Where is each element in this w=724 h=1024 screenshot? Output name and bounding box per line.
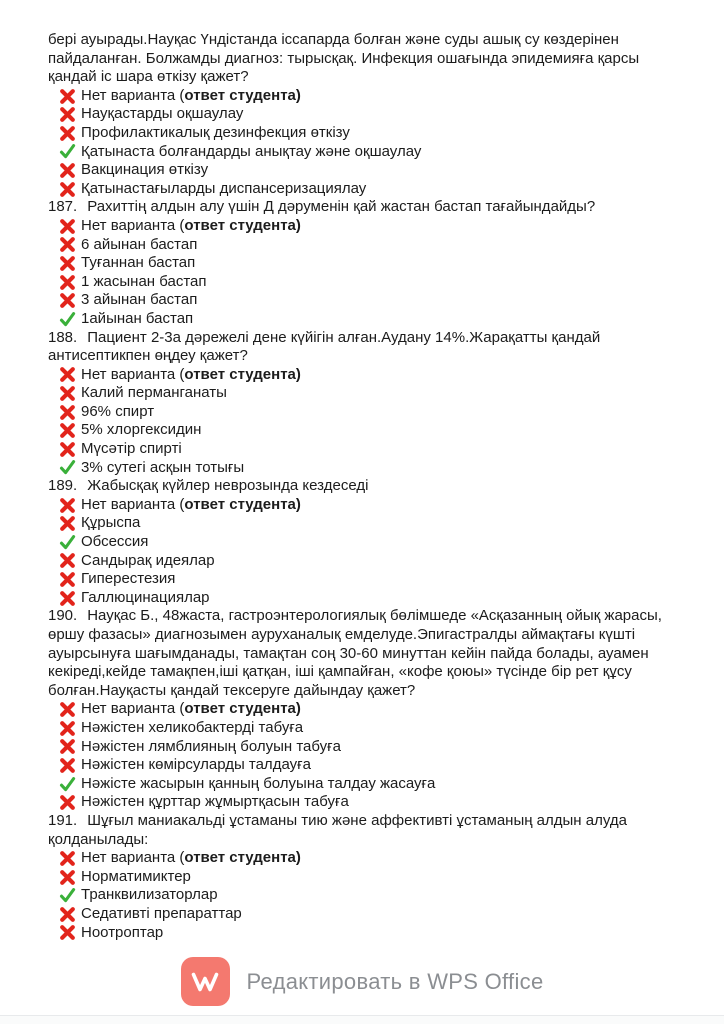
answer-option-label: Сандырақ идеялар bbox=[81, 551, 215, 569]
bottom-strip bbox=[0, 1015, 724, 1024]
red-x-icon bbox=[59, 88, 76, 105]
question-text bbox=[48, 31, 662, 87]
answer-option-label: Седативті препараттар bbox=[81, 904, 242, 922]
green-check-icon bbox=[59, 887, 76, 904]
answer-option-label: Нет варианта ( bbox=[81, 849, 185, 867]
question-number: 188. bbox=[48, 328, 78, 346]
red-x-icon bbox=[59, 720, 76, 737]
question-text bbox=[48, 329, 662, 366]
answer-option-label: Ноотроптар bbox=[81, 923, 164, 941]
answer-option-label: Нәжістен көмірсуларды талдауға bbox=[81, 756, 311, 774]
red-x-icon bbox=[59, 869, 76, 886]
answer-option-label: Нәжістен хеликобактерді табуға bbox=[81, 718, 304, 736]
answer-option bbox=[59, 291, 662, 310]
answer-option bbox=[59, 868, 662, 887]
answer-option bbox=[59, 552, 662, 571]
question-text-span: Рахиттің алдын алу үшін Д дәруменін қай жастан бастап тағайындайды? bbox=[87, 198, 596, 216]
answer-option bbox=[59, 886, 662, 905]
red-x-icon bbox=[59, 515, 76, 532]
red-x-icon bbox=[59, 794, 76, 811]
answer-option bbox=[59, 496, 662, 515]
student-answer-label: ответ студента) bbox=[184, 365, 301, 383]
answer-option-label: Құрыспа bbox=[81, 514, 141, 532]
red-x-icon bbox=[59, 385, 76, 402]
answer-option bbox=[59, 421, 662, 440]
wps-w-icon bbox=[181, 957, 230, 1006]
student-answer-label: ответ студента) bbox=[184, 495, 301, 513]
answer-option bbox=[59, 161, 662, 180]
answer-option bbox=[59, 440, 662, 459]
student-answer-label: ответ студента) bbox=[184, 216, 301, 234]
answer-option-label: Нәжісте жасырын қанның болуына талдау жасауға bbox=[81, 774, 436, 792]
answer-option-label: Нет варианта ( bbox=[81, 700, 185, 718]
answer-option bbox=[59, 570, 662, 589]
question-text-span: Пациент 2-3а дәрежелі дене күйігін алған.Аудану 14%.Жарақатты қандай антисептикпен өңдеу қажет? bbox=[48, 328, 601, 365]
question-text-span: бері ауырады.Науқас Үндістанда іссапарда болған және суды ашық су көздерінен пайдаланған. Болжамды диагноз: тырысқақ. Инфекция ошағында эпидемияға қарсы қандай іс шара өткізу қажет? bbox=[48, 31, 640, 86]
question-text bbox=[48, 477, 662, 496]
answer-option bbox=[59, 924, 662, 943]
answer-option-label: Нет варианта ( bbox=[81, 216, 185, 234]
red-x-icon bbox=[59, 255, 76, 272]
question-number: 189. bbox=[48, 477, 78, 495]
red-x-icon bbox=[59, 906, 76, 923]
red-x-icon bbox=[59, 181, 76, 198]
answer-option bbox=[59, 849, 662, 868]
answer-option bbox=[59, 124, 662, 143]
answer-option-label: Норматимиктер bbox=[81, 867, 191, 885]
answer-option-label: Қатынаста болғандарды анықтау және оқшаулау bbox=[81, 142, 422, 160]
green-check-icon bbox=[59, 459, 76, 476]
answer-option-label: Калий перманганаты bbox=[81, 384, 227, 402]
green-check-icon bbox=[59, 143, 76, 160]
answer-option-label: Транквилизаторлар bbox=[81, 886, 218, 904]
answer-option-label: 1 жасынан бастап bbox=[81, 272, 207, 290]
answer-option-label: 1айынан бастап bbox=[81, 309, 194, 327]
answer-option-label: Мүсәтір спирті bbox=[81, 440, 182, 458]
answer-option-label: Нет варианта ( bbox=[81, 495, 185, 513]
red-x-icon bbox=[59, 125, 76, 142]
answer-option-label: Қатынастағыларды диспансеризациялау bbox=[81, 179, 367, 197]
answer-option-label: Галлюцинациялар bbox=[81, 588, 210, 606]
red-x-icon bbox=[59, 850, 76, 867]
answer-option bbox=[59, 775, 662, 794]
answer-option bbox=[59, 384, 662, 403]
answer-option bbox=[59, 756, 662, 775]
answer-option bbox=[59, 87, 662, 106]
question-number: 190. bbox=[48, 607, 78, 625]
answer-option bbox=[59, 719, 662, 738]
answer-option-label: Вакцинация өткізу bbox=[81, 161, 209, 179]
red-x-icon bbox=[59, 236, 76, 253]
answer-option bbox=[59, 738, 662, 757]
red-x-icon bbox=[59, 274, 76, 291]
answer-option-label: Нет варианта ( bbox=[81, 86, 185, 104]
answer-option bbox=[59, 254, 662, 273]
question-text-span: Науқас Б., 48жаста, гастроэнтерологиялық бөлімшеде «Асқазанның ойық жарасы, өршу фазасы» диагнозымен ауруханалық емделуде.Эпигастралды аймақтағы күшті ауырсынуға шағымданады, тамақтан соң 30-60 минуттан кейін пайда болады, ауамен кекіреді,кейде тамақпен,іші қатқан, іші қампайған, «кофе қоюы» түсінде бір рет құсу болған.Науқасты қандай тексеруге дайындау қажет? bbox=[48, 607, 662, 699]
red-x-icon bbox=[59, 162, 76, 179]
red-x-icon bbox=[59, 497, 76, 514]
wps-edit-button[interactable] bbox=[0, 948, 724, 1015]
answer-option bbox=[59, 310, 662, 329]
red-x-icon bbox=[59, 366, 76, 383]
answer-option bbox=[59, 180, 662, 199]
answer-option bbox=[59, 236, 662, 255]
answer-option-label: Нәжістен лямблияның болуын табуға bbox=[81, 737, 341, 755]
answer-option-label: 96% спирт bbox=[81, 402, 155, 420]
red-x-icon bbox=[59, 924, 76, 941]
red-x-icon bbox=[59, 292, 76, 309]
answer-option-label: 3 айынан бастап bbox=[81, 291, 198, 309]
answer-option-label: 6 айынан бастап bbox=[81, 235, 198, 253]
answer-option-label: Нәжістен құрттар жұмыртқасын табуға bbox=[81, 793, 349, 811]
answer-option-label: 3% сутегі асқын тотығы bbox=[81, 458, 245, 476]
answer-option-label: Гиперестезия bbox=[81, 570, 176, 588]
answer-option bbox=[59, 533, 662, 552]
red-x-icon bbox=[59, 571, 76, 588]
red-x-icon bbox=[59, 106, 76, 123]
answer-option bbox=[59, 273, 662, 292]
red-x-icon bbox=[59, 422, 76, 439]
answer-option bbox=[59, 905, 662, 924]
answer-option bbox=[59, 403, 662, 422]
wps-edit-label: Редактировать в WPS Office bbox=[246, 968, 544, 994]
question-number: 187. bbox=[48, 198, 78, 216]
red-x-icon bbox=[59, 441, 76, 458]
red-x-icon bbox=[59, 590, 76, 607]
student-answer-label: ответ студента) bbox=[184, 849, 301, 867]
student-answer-label: ответ студента) bbox=[184, 700, 301, 718]
answer-option bbox=[59, 589, 662, 608]
answer-option bbox=[59, 217, 662, 236]
question-number: 191. bbox=[48, 811, 78, 829]
answer-option-label: 5% хлоргексидин bbox=[81, 421, 202, 439]
red-x-icon bbox=[59, 404, 76, 421]
answer-option-label: Науқастарды оқшаулау bbox=[81, 105, 244, 123]
red-x-icon bbox=[59, 738, 76, 755]
answer-option bbox=[59, 366, 662, 385]
red-x-icon bbox=[59, 552, 76, 569]
answer-option bbox=[59, 105, 662, 124]
red-x-icon bbox=[59, 701, 76, 718]
answer-option bbox=[59, 459, 662, 478]
answer-option bbox=[59, 143, 662, 162]
green-check-icon bbox=[59, 776, 76, 793]
answer-option-label: Профилактикалық дезинфекция өткізу bbox=[81, 123, 350, 141]
answer-option bbox=[59, 700, 662, 719]
question-text-span: Шұғыл маниакальді ұстаманы тию және аффективті ұстаманың алдын алуда қолданылады: bbox=[48, 811, 627, 848]
red-x-icon bbox=[59, 757, 76, 774]
answer-option bbox=[59, 793, 662, 812]
answer-option-label: Обсессия bbox=[81, 533, 149, 551]
red-x-icon bbox=[59, 218, 76, 235]
wps-footer-bar bbox=[0, 948, 724, 1024]
green-check-icon bbox=[59, 534, 76, 551]
answer-option-label: Туғаннан бастап bbox=[81, 254, 196, 272]
question-text-span: Жабысқақ күйлер неврозында кездеседі bbox=[87, 477, 369, 495]
answer-option-label: Нет варианта ( bbox=[81, 365, 185, 383]
quiz-document-content bbox=[48, 31, 662, 942]
answer-option bbox=[59, 514, 662, 533]
question-text bbox=[48, 812, 662, 849]
question-text bbox=[48, 607, 662, 700]
green-check-icon bbox=[59, 311, 76, 328]
question-text bbox=[48, 198, 662, 217]
student-answer-label: ответ студента) bbox=[184, 86, 301, 104]
